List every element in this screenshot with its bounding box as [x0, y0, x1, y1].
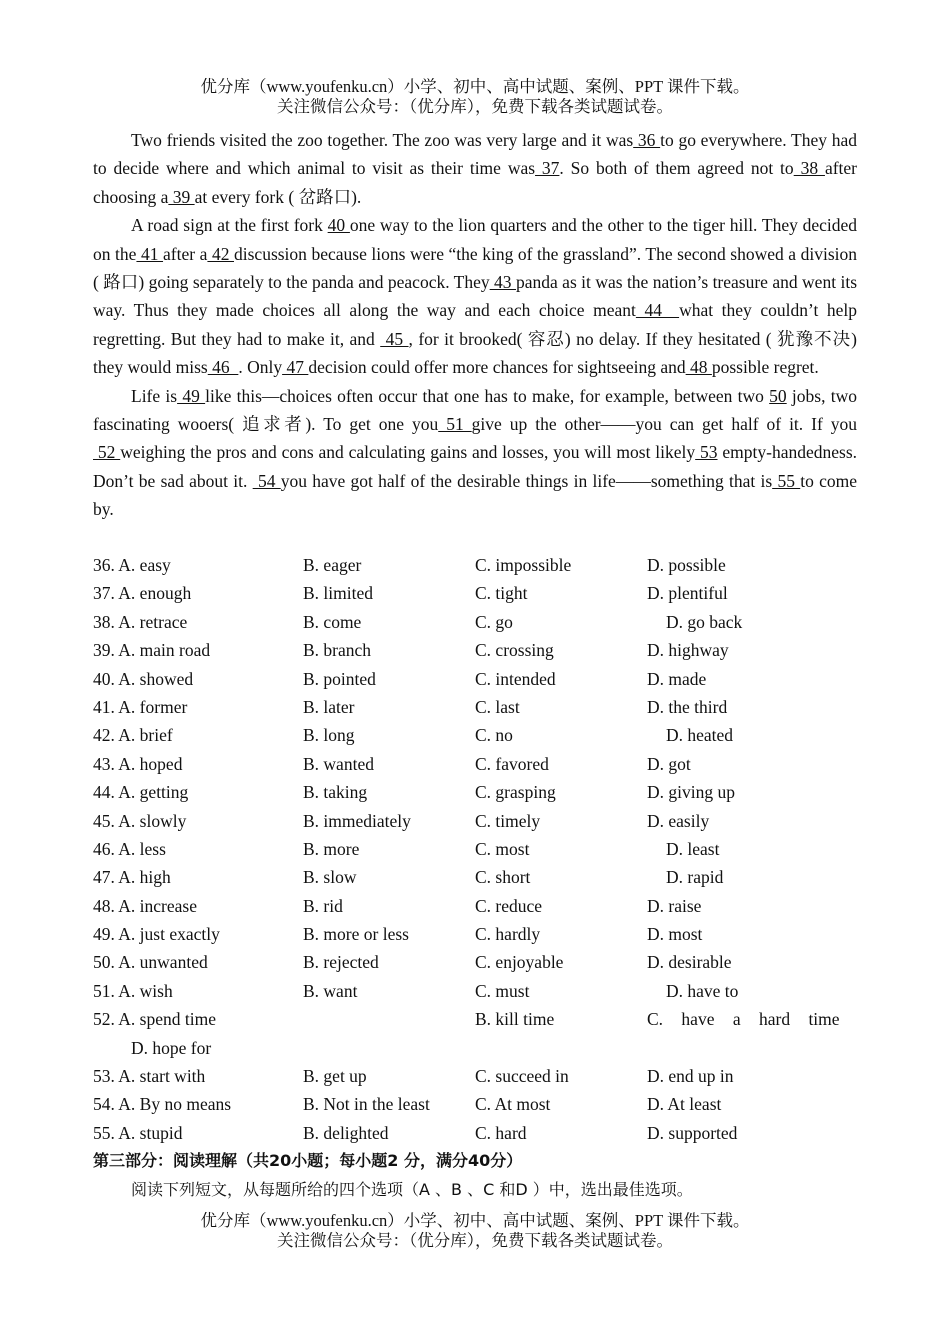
option-row-51 — [93, 977, 857, 1005]
blank-38: 38 — [793, 158, 825, 179]
option-d: D. made — [647, 668, 707, 689]
option-a: 52. A. spend time — [93, 1009, 216, 1030]
option-b: B. later — [303, 696, 355, 717]
option-c: C. enjoyable — [475, 952, 564, 973]
option-b: B. come — [303, 611, 362, 632]
passage-paragraph-3 — [93, 382, 857, 524]
passage-text: A road sign at the first fork — [131, 215, 328, 236]
option-b: B. branch — [303, 640, 372, 661]
passage-text: discussion because lions were “the king of the grassland”. The second showed a division ( 路口) going separately to the panda and peacock. They — [93, 243, 858, 293]
option-row-42 — [93, 721, 857, 749]
option-c: C. favored — [475, 753, 549, 774]
option-a: 47. A. high — [93, 867, 171, 888]
passage-text: decision could offer more chances for sightseeing and — [308, 357, 686, 378]
option-c: C. most — [475, 838, 530, 859]
option-row-41 — [93, 693, 857, 721]
option-c: C. go — [475, 611, 513, 632]
option-c: C. hard — [475, 1122, 527, 1143]
option-c: C. At most — [475, 1094, 551, 1115]
option-a: 40. A. showed — [93, 668, 194, 689]
option-b: B. immediately — [303, 810, 411, 831]
option-b: B. Not in the least — [303, 1094, 430, 1115]
blank-47: 47 — [282, 357, 309, 378]
option-b: B. wanted — [303, 753, 374, 774]
header-line-2: 关注微信公众号：（优分库），免费下载各类试题试卷。 — [277, 97, 673, 116]
option-row-40 — [93, 665, 857, 693]
option-d: D. have to — [666, 980, 739, 1001]
option-d: D. most — [647, 924, 703, 945]
passage-text: , for it brooked( 容忍) no delay. If they hesitated ( 犹豫不决) they would miss — [93, 328, 858, 378]
option-c: C. impossible — [475, 555, 572, 575]
option-a: 44. A. getting — [93, 782, 189, 803]
option-row-39 — [93, 636, 857, 664]
blank-55: 55 — [772, 470, 801, 491]
option-d: D. highway — [647, 640, 729, 661]
option-row-36 — [93, 551, 857, 579]
option-c: C. short — [475, 867, 531, 888]
option-row-55 — [93, 1119, 857, 1147]
option-row-50 — [93, 948, 857, 976]
option-row-46 — [93, 835, 857, 863]
option-b: B. kill time — [475, 1009, 555, 1030]
blank-41: 41 — [136, 243, 164, 264]
passage-text: panda as it was the nation’s treasure and went its way. Thus they made choices all along the way and each choice meant — [93, 272, 858, 321]
option-a: 45. A. slowly — [93, 810, 187, 831]
option-d: D. raise — [647, 895, 702, 916]
option-b: B. rejected — [303, 952, 379, 973]
option-b: B. more — [303, 838, 360, 859]
option-c: C. no — [475, 725, 513, 746]
section-instruction: 阅读下列短文，从每题所给的四个选项（A 、B 、C 和D ）中，选出最佳选项。 — [131, 1180, 693, 1199]
option-row-45 — [93, 807, 857, 835]
passage-text: one way to the lion quarters and the other to the tiger hill. They decided on the — [93, 215, 858, 264]
passage-text: . Only — [238, 357, 283, 378]
option-d: D. go back — [666, 611, 743, 632]
option-b: B. long — [303, 725, 355, 746]
blank-52: 52 — [93, 442, 121, 463]
option-b: B. more or less — [303, 924, 409, 945]
blank-40: 40 — [327, 215, 350, 236]
passage-text: to go everywhere. They had to decide where and which animal to visit as their time was — [93, 130, 858, 179]
option-b: B. delighted — [303, 1122, 389, 1143]
blank-44: 44 — [635, 300, 680, 321]
option-row-38 — [93, 608, 857, 636]
passage-text: at every fork ( 岔路口). — [194, 186, 362, 207]
option-a: 38. A. retrace — [93, 611, 188, 632]
option-d: D. At least — [647, 1094, 722, 1115]
option-a: 55. A. stupid — [93, 1122, 183, 1143]
blank-48: 48 — [685, 357, 712, 378]
option-b: B. pointed — [303, 668, 376, 689]
page-footer — [0, 1211, 950, 1251]
passage-text: after choosing a — [93, 158, 857, 207]
option-a: 36. A. easy — [93, 555, 171, 575]
option-a: 51. A. wish — [93, 980, 173, 1001]
blank-36: 36 — [633, 130, 661, 150]
option-b: B. eager — [303, 555, 362, 575]
passage-paragraph-1 — [93, 126, 857, 211]
footer-line-2: 关注微信公众号：（优分库），免费下载各类试题试卷。 — [277, 1231, 673, 1250]
blank-50: 50 — [769, 385, 787, 406]
option-c: C. grasping — [475, 782, 556, 803]
option-row-49 — [93, 920, 857, 948]
option-d: D. easily — [647, 810, 710, 831]
option-d: D. possible — [647, 555, 726, 575]
blank-42: 42 — [207, 243, 234, 264]
option-b: B. taking — [303, 782, 368, 803]
option-c: C. have a hard time — [647, 1009, 840, 1030]
option-c: C. hardly — [475, 924, 541, 945]
option-c: C. intended — [475, 668, 556, 689]
blank-46: 46 — [207, 357, 239, 378]
passage-text: you have got half of the desirable things in life——something that is — [280, 470, 773, 491]
passage-text: empty-handedness. Don’t be sad about it. — [93, 442, 858, 491]
option-a: 48. A. increase — [93, 895, 197, 916]
passage-paragraph-2 — [93, 211, 857, 381]
option-c: C. reduce — [475, 895, 543, 916]
option-row-37 — [93, 579, 857, 607]
blank-51: 51 — [438, 414, 472, 435]
option-a: 46. A. less — [93, 838, 166, 859]
option-c: C. crossing — [475, 640, 554, 661]
section-title: 第三部分：阅读理解（共20小题；每小题2 分，满分40分） — [93, 1151, 523, 1170]
header-line-1: 优分库（www.youfenku.cn）小学、初中、高中试题、案例、PPT 课件下载。 — [200, 77, 750, 96]
passage-text: weighing the pros and cons and calculating gains and losses, you will most likely — [120, 442, 696, 463]
option-a: 42. A. brief — [93, 725, 173, 746]
passage-text: after a — [163, 243, 208, 264]
option-d: D. got — [647, 753, 691, 774]
blank-39: 39 — [168, 186, 195, 207]
option-b: B. get up — [303, 1066, 367, 1087]
option-b: B. limited — [303, 583, 373, 604]
option-d: D. giving up — [647, 782, 735, 803]
blank-37: 37 — [535, 158, 560, 179]
option-row-54 — [93, 1090, 857, 1118]
option-a: 41. A. former — [93, 696, 188, 717]
option-b: B. rid — [303, 895, 343, 916]
option-d: D. plentiful — [647, 583, 728, 604]
passage-text: give up the other——you can get half of it. If you — [471, 414, 858, 435]
passage-text: possible regret. — [711, 357, 819, 378]
option-row-53 — [93, 1062, 857, 1090]
option-d: D. end up in — [647, 1066, 734, 1087]
option-a: 53. A. start with — [93, 1066, 206, 1087]
page-header — [0, 77, 950, 117]
passage-text: what they couldn’t help regretting. But they had to make it, and — [93, 300, 858, 349]
blank-43: 43 — [489, 272, 516, 293]
option-d: D. the third — [647, 696, 728, 717]
blank-45: 45 — [380, 328, 409, 349]
option-d: D. rapid — [666, 867, 724, 888]
option-b: B. want — [303, 980, 358, 1001]
option-c: C. timely — [475, 810, 541, 831]
option-d: D. desirable — [647, 952, 732, 973]
passage-text: to come by. — [93, 470, 858, 520]
option-c: C. must — [475, 980, 530, 1001]
option-row-44 — [93, 778, 857, 806]
blank-54: 54 — [252, 470, 281, 491]
passage-text: . So both of them agreed not to — [559, 158, 794, 179]
passage-text: jobs, two fascinating wooers( 追求者). To get one you — [93, 385, 857, 435]
option-row-48 — [93, 892, 857, 920]
option-a: 50. A. unwanted — [93, 952, 208, 973]
blank-53: 53 — [695, 442, 718, 463]
footer-line-1: 优分库（www.youfenku.cn）小学、初中、高中试题、案例、PPT 课件下载。 — [200, 1211, 750, 1230]
option-c: C. succeed in — [475, 1066, 569, 1087]
option-c: C. tight — [475, 583, 528, 604]
option-a: 54. A. By no means — [93, 1094, 232, 1115]
option-row-43 — [93, 750, 857, 778]
option-d: D. least — [666, 838, 720, 859]
option-row-52 — [93, 1005, 857, 1033]
option-a: 43. A. hoped — [93, 753, 183, 774]
passage-text: like this—choices often occur that one has to make, for example, between two — [205, 385, 770, 406]
passage-text: Life is — [131, 385, 178, 406]
blank-49: 49 — [177, 385, 206, 406]
option-d: D. hope for — [131, 1037, 212, 1058]
cloze-passage — [93, 126, 857, 524]
option-c: C. last — [475, 696, 520, 717]
passage-text: Two friends visited the zoo together. The zoo was very large and it was — [131, 130, 634, 150]
option-b: B. slow — [303, 867, 357, 888]
option-row-52-cont — [93, 1034, 857, 1062]
option-d: D. heated — [666, 725, 734, 746]
option-a: 49. A. just exactly — [93, 924, 220, 945]
option-row-47 — [93, 863, 857, 891]
option-a: 37. A. enough — [93, 583, 192, 604]
option-d: D. supported — [647, 1122, 738, 1143]
option-a: 39. A. main road — [93, 640, 211, 661]
answer-options — [93, 551, 857, 1147]
